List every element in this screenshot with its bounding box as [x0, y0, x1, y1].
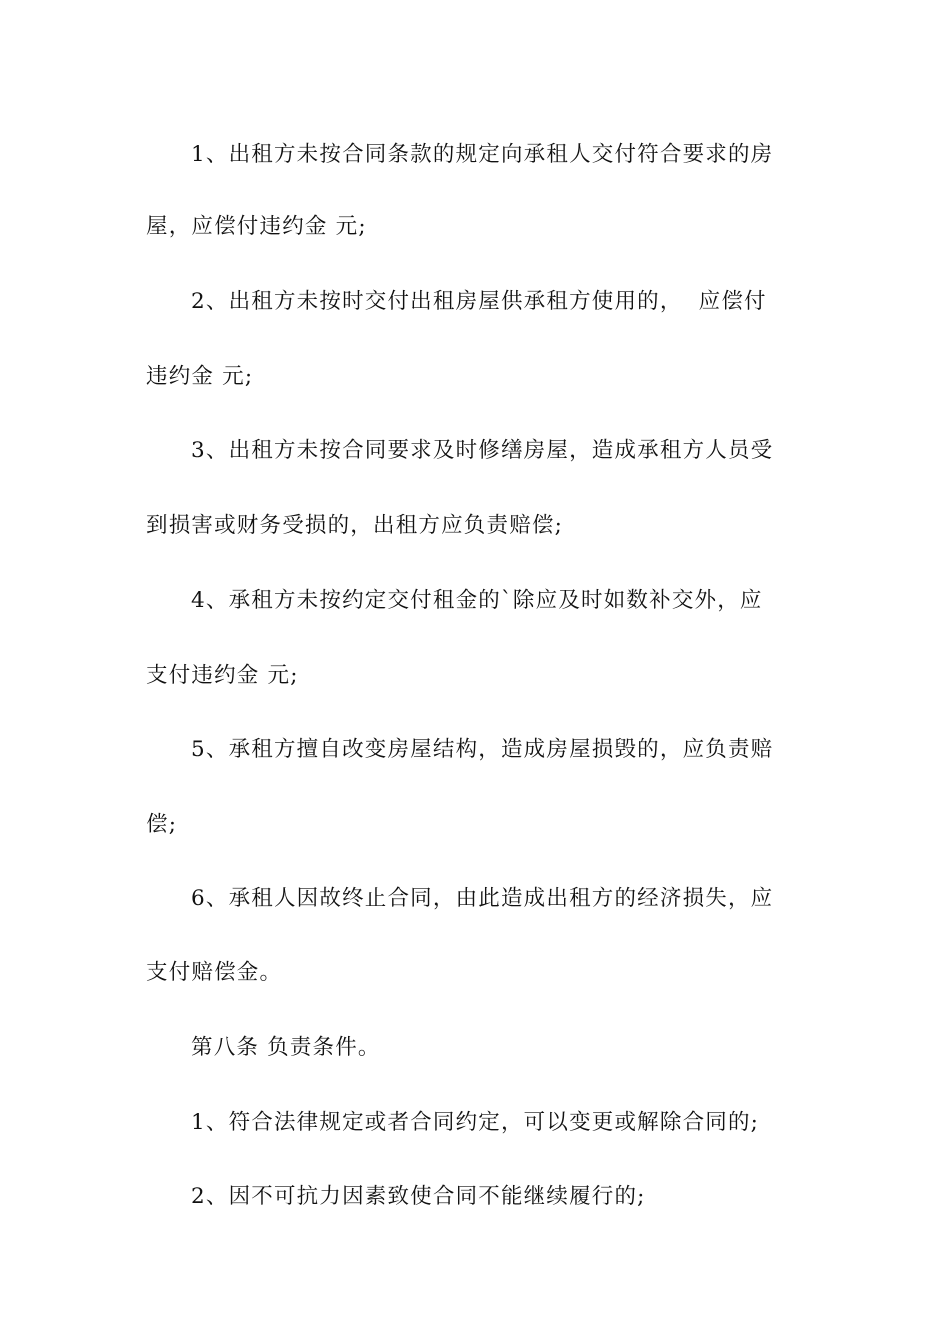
- clause-5-line-2: 偿;: [146, 812, 178, 837]
- clause-6-line-1: 6、承租人因故终止合同，由此造成出租方的经济损失，应: [191, 886, 774, 911]
- clause-6-line-2: 支付赔偿金。: [146, 960, 283, 985]
- clause-3-line-2: 到损害或财务受损的，出租方应负责赔偿;: [146, 513, 564, 538]
- clause-1-line-1: 1、出租方未按合同条款的规定向承租人交付符合要求的房: [191, 142, 774, 167]
- condition-2-line: 2、因不可抗力因素致使合同不能继续履行的;: [191, 1184, 646, 1209]
- clause-4-line-2: 支付违约金 元;: [146, 663, 299, 688]
- clause-5-line-1: 5、承租方擅自改变房屋结构，造成房屋损毁的，应负责赔: [191, 737, 774, 762]
- clause-2-line-2: 违约金 元;: [146, 364, 254, 389]
- clause-4-line-1: 4、承租方未按约定交付租金的`除应及时如数补交外，应: [191, 588, 763, 613]
- clause-1-line-2: 屋，应偿付违约金 元;: [146, 214, 367, 239]
- clause-2-line-1: 2、出租方未按时交付出租房屋供承租方使用的， 应偿付: [191, 289, 767, 314]
- condition-1-line: 1、符合法律规定或者合同约定，可以变更或解除合同的;: [191, 1110, 760, 1135]
- clause-3-line-1: 3、出租方未按合同要求及时修缮房屋，造成承租方人员受: [191, 438, 774, 463]
- article-8-heading: 第八条 负责条件。: [191, 1035, 381, 1060]
